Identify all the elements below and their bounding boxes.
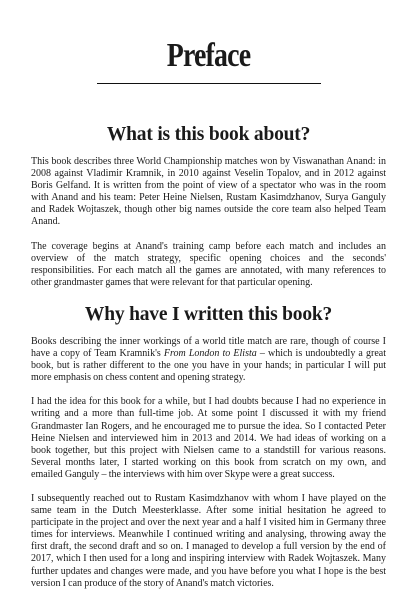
title-underline (97, 83, 321, 84)
paragraph-why-1-start: Books describing the inner workings of a world title match are rare, though of course I have a copy of Team Kramnik's (31, 335, 386, 360)
paragraph-why-2: I had the idea for this book for a while, but I had doubts because I had no experience in writing and a more than full-time job. At some point I discussed it with my friend Grandmaster Ian Rogers, and he encouraged me to pursue the idea. So I contacted Peter Heine Nielsen and interviewed him in 2013 and 2014. We had ideas of working on a book together, but this project with Nielsen came to a standstill for various reasons. Several months later, I started working on this book from scratch on my own, and emailed Ganguly – the interviews with him over Skype were a great success. (31, 396, 386, 480)
paragraph-about-1: This book describes three World Championship matches won by Viswanathan Anand: in 2008 against Vladimir Kramnik, in 2010 against Veselin Topalov, and in 2012 against Boris Gelfand. It is written from the point of view of a spectator who was in the room with Anand and his team: Peter Heine Nielsen, Rustam Kasimdzhanov, Surya Ganguly and Radek Wojtaszek, though other big names outside the core team also helped Team Anand. (31, 156, 386, 228)
section-heading-about: What is this book about? (106, 124, 311, 145)
page-title: Preface (166, 37, 251, 74)
paragraph-why-1-end: – which is undoubtedly a great book, but is rather different to the one you have in your hands; in particular I will put more emphasis on chess content and opening strategy. (31, 348, 386, 384)
paragraph-why-3: I subsequently reached out to Rustam Kasimdzhanov with whom I have played on the same team in the Dutch Meesterklasse. After some initial hesitation he agreed to participate in the project and over the next year and a half I visited him in Germany three times for interviews. Meanwhile I continued writing and analysing, throwing away the first draft, the second draft and so on. I managed to develop a full version by the end of 2017, which I then used for a long and inspiring interview with Radek Wojtaszek. Many further updates and changes were made, and you have before you what I hope is the best version I can produce of the story of Anand's match victories. (31, 492, 386, 589)
paragraph-about-2: The coverage begins at Anand's training camp before each match and includes an overview of the match strategy, specific opening choices and the seconds' responsibilities. For each match all the games are annotated, with many references to other grandmaster games that were relevant for that particular opening. (31, 240, 386, 288)
paragraph-why-1 (31, 336, 386, 384)
section-heading-why: Why have I written this book? (84, 303, 333, 325)
book-title-reference: From London to Elista (163, 348, 257, 360)
